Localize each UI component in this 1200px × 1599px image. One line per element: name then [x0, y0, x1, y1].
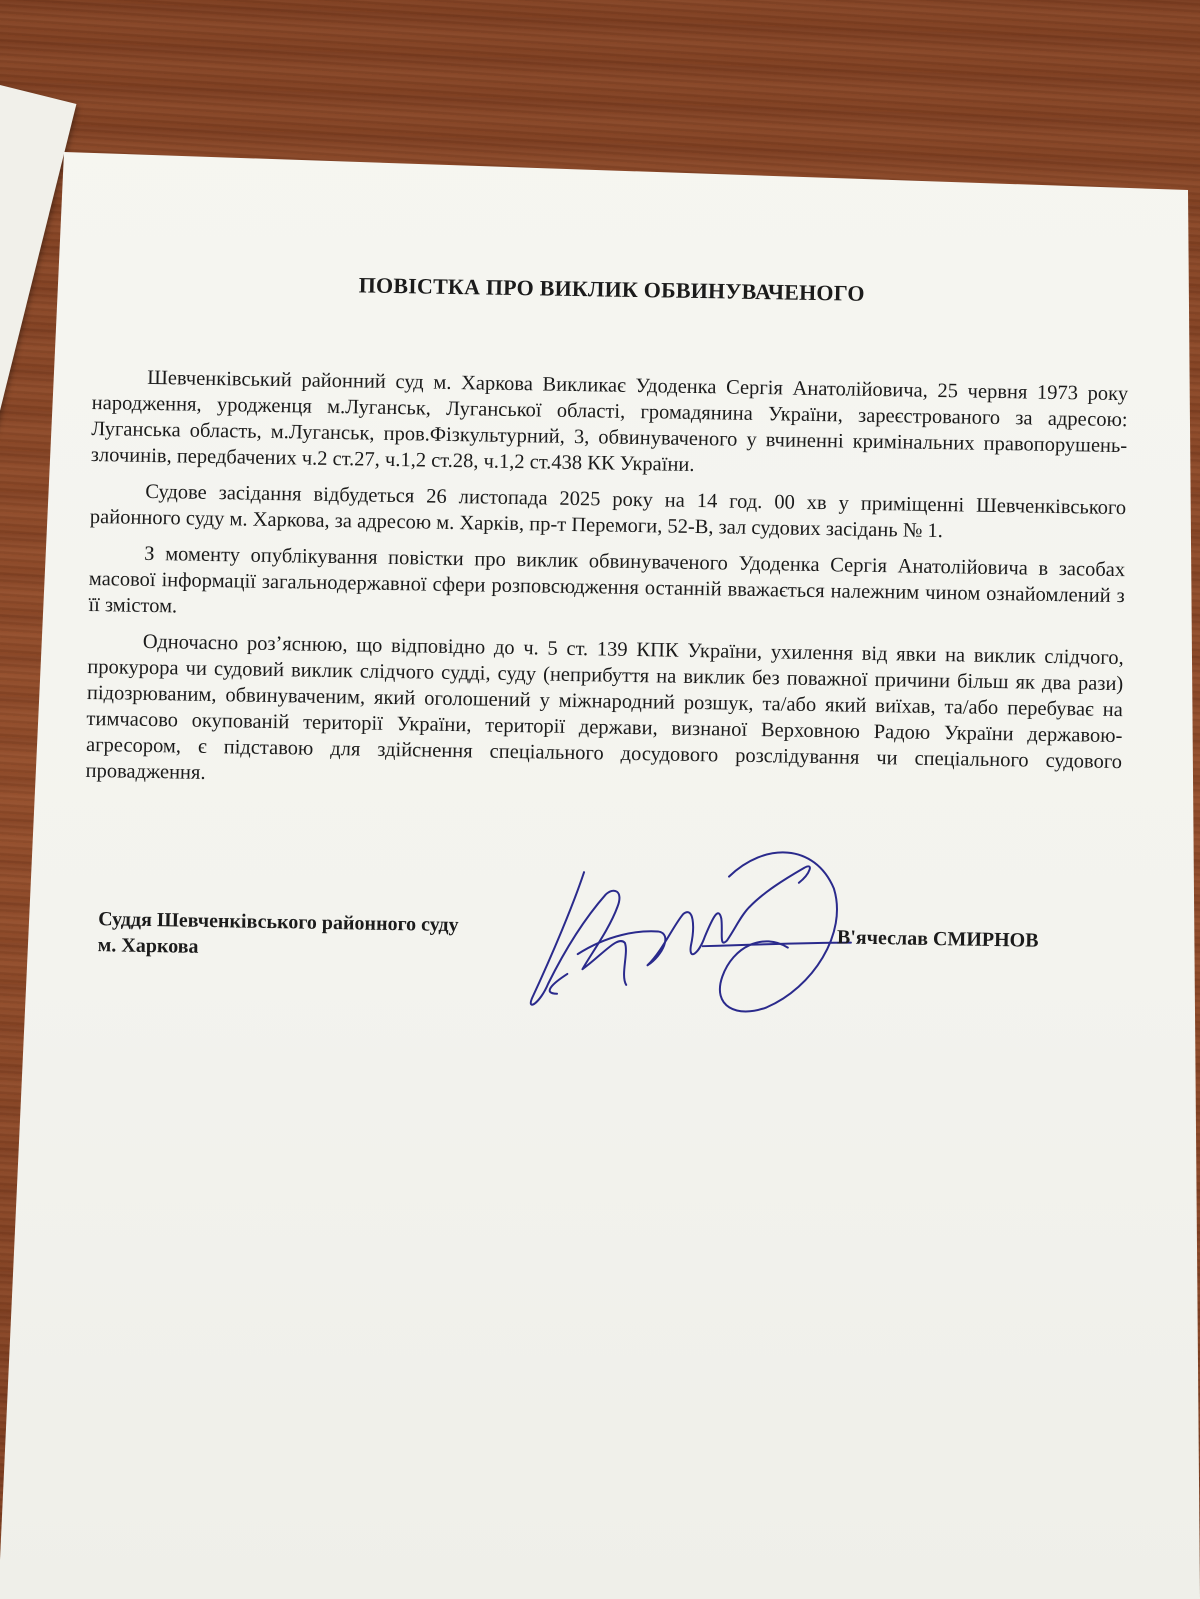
document-content — [82, 268, 1130, 1013]
judge-position-line1: Суддя Шевченківського районного суду — [98, 908, 459, 937]
judge-position — [98, 906, 459, 964]
document-title: ПОВІСТКА ПРО ВИКЛИК ОБВИНУВАЧЕНОГО — [358, 272, 865, 306]
paragraph-publication: З моменту опублікування повістки про виклик обвинуваченого Удоденка Сергія Анатолійовича в засобах масової інформації загальнодержавної сфери розповсюдження останній вважається належним чином ознайомлений з її змістом. — [88, 542, 1126, 618]
signature-block — [82, 876, 1120, 1013]
judge-name: В'ячеслав СМИРНОВ — [836, 926, 1039, 952]
paragraph-summons: Шевченківський районний суд м. Харкова Викликає Удоденка Сергія Анатолійовича, 25 червня 1973 року народження, уродженця м.Луганськ, Луганської області, громадянина України, зареєстрованого за адресою: Луганська область, м.Луганськ, пров.Фізкультурний, 3, обвинуваченого у вчиненні кримінальних правопорушень-злочинів, передбачених ч.2 ст.27, ч.1,2 ст.28, ч.1,2 ст.438 КК України. — [90, 366, 1129, 476]
judge-position-line2: м. Харкова — [97, 934, 199, 958]
paragraph-explanation: Одночасно роз’яснюю, що відповідно до ч. 5 ст. 139 КПК України, ухилення від явки на виклик слідчого, прокурора чи судовий виклик слідчого судді, суду (неприбуття на виклик без поважної причини більш як два рази) підозрюваним, обвинуваченим, який оголошений у міжнародний розшук, та/або який виїхав, та/або перебуває на тимчасово окупованій території України, території держави, визнаної Верховною Радою України державою-агресором, є підставою для здійснення спеціального досудового розслідування чи спеціального судового провадження. — [85, 630, 1124, 784]
handwritten-signature — [511, 833, 854, 1039]
paragraph-hearing: Судове засідання відбудеться 26 листопада 2025 року на 14 год. 00 хв у приміщенні Шевченківського районного суду м. Харкова, за адресою м. Харків, пр-т Перемоги, 52-В, зал судових засідань № 1. — [89, 480, 1127, 543]
